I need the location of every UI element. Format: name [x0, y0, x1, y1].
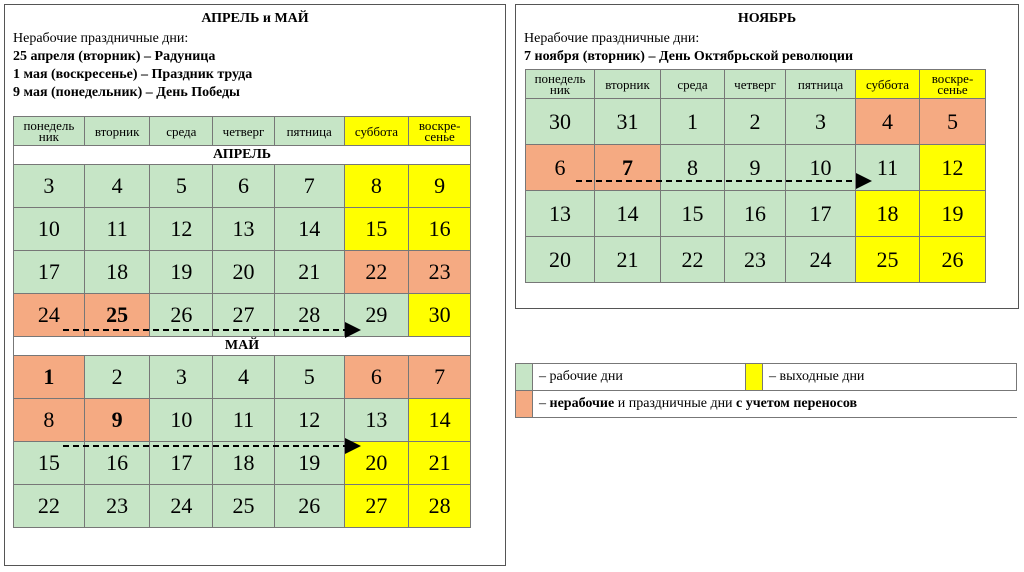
- day-cell: 8: [661, 145, 725, 191]
- day-cell: 20: [213, 251, 275, 294]
- day-cell: 25: [84, 294, 150, 337]
- holidays-subtitle: Нерабочие праздничные дни:: [13, 31, 189, 46]
- weekday-header: вторник: [84, 117, 150, 146]
- day-cell: 13: [213, 208, 275, 251]
- day-cell: 6: [526, 145, 595, 191]
- day-cell: 25: [856, 237, 920, 283]
- weekday-header: понедель ник: [14, 117, 85, 146]
- day-cell: 28: [274, 294, 344, 337]
- day-cell: 10: [150, 399, 213, 442]
- legend-weekend-label: – выходные дни: [763, 364, 1017, 391]
- day-cell: 12: [920, 145, 986, 191]
- day-cell: 22: [14, 485, 85, 528]
- day-cell: 24: [14, 294, 85, 337]
- weekday-header: четверг: [213, 117, 275, 146]
- day-cell: 12: [150, 208, 213, 251]
- day-cell: 6: [344, 356, 409, 399]
- day-cell: 5: [150, 165, 213, 208]
- day-cell: 23: [725, 237, 786, 283]
- day-cell: 19: [150, 251, 213, 294]
- day-cell: 8: [14, 399, 85, 442]
- day-cell: 2: [84, 356, 150, 399]
- day-cell: 14: [409, 399, 471, 442]
- transfer-arrows: [5, 5, 505, 565]
- day-cell: 9: [84, 399, 150, 442]
- weekday-header: пятница: [274, 117, 344, 146]
- legend-nonworking-label: – нерабочие и праздничные дни с учетом переносов: [533, 391, 1017, 418]
- day-cell: 24: [786, 237, 856, 283]
- day-cell: 16: [84, 442, 150, 485]
- day-cell: 14: [274, 208, 344, 251]
- day-cell: 5: [920, 99, 986, 145]
- day-cell: 5: [274, 356, 344, 399]
- holiday-line: 9 мая (понедельник) – День Победы: [13, 85, 240, 100]
- weekday-header: среда: [661, 70, 725, 99]
- weekday-header: четверг: [725, 70, 786, 99]
- day-cell: 21: [595, 237, 661, 283]
- holiday-line: 25 апреля (вторник) – Радуница: [13, 49, 216, 64]
- day-cell: 4: [84, 165, 150, 208]
- day-cell: 18: [213, 442, 275, 485]
- day-cell: 15: [344, 208, 409, 251]
- day-cell: 26: [150, 294, 213, 337]
- day-cell: 13: [526, 191, 595, 237]
- day-cell: 11: [84, 208, 150, 251]
- day-cell: 18: [84, 251, 150, 294]
- day-cell: 1: [14, 356, 85, 399]
- day-cell: 28: [409, 485, 471, 528]
- day-cell: 19: [274, 442, 344, 485]
- day-cell: 13: [344, 399, 409, 442]
- day-cell: 11: [856, 145, 920, 191]
- holiday-line: 7 ноября (вторник) – День Октябрьской революции: [524, 49, 854, 64]
- day-cell: 9: [409, 165, 471, 208]
- day-cell: 23: [409, 251, 471, 294]
- holidays-subtitle: Нерабочие праздничные дни:: [524, 31, 700, 46]
- day-cell: 30: [526, 99, 595, 145]
- day-cell: 24: [150, 485, 213, 528]
- day-cell: 20: [526, 237, 595, 283]
- day-cell: 27: [344, 485, 409, 528]
- day-cell: 22: [661, 237, 725, 283]
- weekday-header: воскре- сенье: [409, 117, 471, 146]
- day-cell: 25: [213, 485, 275, 528]
- day-cell: 15: [661, 191, 725, 237]
- day-cell: 19: [920, 191, 986, 237]
- legend-swatch-nonworking: [516, 391, 533, 418]
- day-cell: 7: [409, 356, 471, 399]
- day-cell: 23: [84, 485, 150, 528]
- transfer-arrows: [516, 5, 1018, 308]
- april-may-panel: [4, 4, 506, 566]
- day-cell: 30: [409, 294, 471, 337]
- day-cell: 12: [274, 399, 344, 442]
- month-label: МАЙ: [14, 337, 471, 356]
- day-cell: 14: [595, 191, 661, 237]
- day-cell: 3: [150, 356, 213, 399]
- day-cell: 2: [725, 99, 786, 145]
- day-cell: 21: [274, 251, 344, 294]
- day-cell: 26: [274, 485, 344, 528]
- day-cell: 4: [856, 99, 920, 145]
- day-cell: 31: [595, 99, 661, 145]
- weekday-header: вторник: [595, 70, 661, 99]
- day-cell: 8: [344, 165, 409, 208]
- day-cell: 9: [725, 145, 786, 191]
- panel-title: НОЯБРЬ: [737, 11, 797, 26]
- day-cell: 29: [344, 294, 409, 337]
- day-cell: 27: [213, 294, 275, 337]
- weekday-header: суббота: [856, 70, 920, 99]
- holiday-line: 1 мая (воскресенье) – Праздник труда: [13, 67, 253, 82]
- weekday-header: пятница: [786, 70, 856, 99]
- day-cell: 22: [344, 251, 409, 294]
- day-cell: 1: [661, 99, 725, 145]
- weekday-header: воскре- сенье: [920, 70, 986, 99]
- november-panel: [515, 4, 1019, 309]
- day-cell: 20: [344, 442, 409, 485]
- day-cell: 10: [786, 145, 856, 191]
- day-cell: 3: [786, 99, 856, 145]
- month-label: АПРЕЛЬ: [14, 146, 471, 165]
- day-cell: 17: [14, 251, 85, 294]
- weekday-header: суббота: [344, 117, 409, 146]
- day-cell: 4: [213, 356, 275, 399]
- weekday-header: среда: [150, 117, 213, 146]
- day-cell: 21: [409, 442, 471, 485]
- legend-working-label: – рабочие дни: [533, 364, 746, 391]
- day-cell: 15: [14, 442, 85, 485]
- panel-title: АПРЕЛЬ и МАЙ: [201, 11, 309, 26]
- day-cell: 17: [786, 191, 856, 237]
- legend: [515, 363, 1017, 417]
- day-cell: 3: [14, 165, 85, 208]
- day-cell: 10: [14, 208, 85, 251]
- day-cell: 6: [213, 165, 275, 208]
- day-cell: 11: [213, 399, 275, 442]
- day-cell: 16: [409, 208, 471, 251]
- legend-swatch-working: [516, 364, 533, 391]
- weekday-header: понедель ник: [526, 70, 595, 99]
- day-cell: 7: [274, 165, 344, 208]
- legend-swatch-weekend: [746, 364, 763, 391]
- day-cell: 17: [150, 442, 213, 485]
- day-cell: 18: [856, 191, 920, 237]
- day-cell: 16: [725, 191, 786, 237]
- day-cell: 26: [920, 237, 986, 283]
- day-cell: 7: [595, 145, 661, 191]
